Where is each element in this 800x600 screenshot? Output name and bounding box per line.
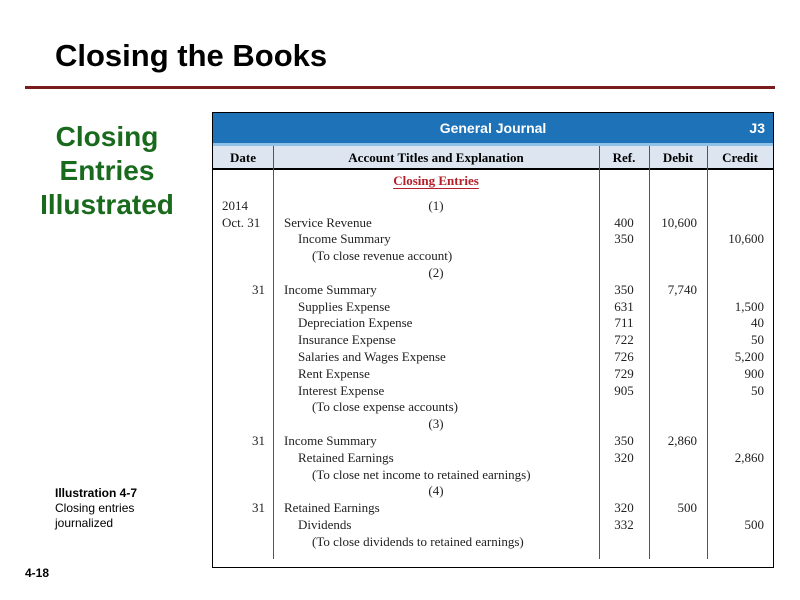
row-ref: 631 xyxy=(614,298,634,314)
row-ref: 726 xyxy=(614,348,634,364)
row-account: Retained Earnings xyxy=(284,500,380,516)
row-credit: 500 xyxy=(744,516,764,532)
caption-line: journalized xyxy=(55,516,114,530)
row-credit: 2,860 xyxy=(734,449,764,465)
row-account: Service Revenue xyxy=(284,214,372,230)
row-account: Supplies Expense xyxy=(298,298,391,314)
row-account: Depreciation Expense xyxy=(298,315,413,331)
journal-column-headers xyxy=(213,146,773,170)
row-account: (3) xyxy=(428,416,444,432)
row-account: (To close expense accounts) xyxy=(312,399,459,415)
journal-row xyxy=(213,467,773,484)
row-date: 2014 xyxy=(222,197,248,213)
row-account: Income Summary xyxy=(284,281,377,297)
journal-row xyxy=(213,399,773,416)
illustration-caption xyxy=(55,486,137,531)
row-credit: 900 xyxy=(744,365,764,381)
row-date: Oct. 31 xyxy=(222,214,261,230)
row-account: Retained Earnings xyxy=(298,449,394,465)
journal-row xyxy=(213,534,773,551)
side-heading-line: Illustrated xyxy=(40,189,174,220)
row-account: (To close net income to retained earnings) xyxy=(312,466,531,482)
row-account: (4) xyxy=(428,483,444,499)
row-account: Rent Expense xyxy=(298,365,370,381)
row-ref: 905 xyxy=(614,382,634,398)
row-ref: 320 xyxy=(614,500,634,516)
row-ref: 711 xyxy=(614,315,634,331)
journal-row xyxy=(213,265,773,282)
row-credit: 40 xyxy=(751,315,764,331)
row-credit: 50 xyxy=(751,382,764,398)
journal-title: General Journal xyxy=(439,120,547,136)
journal-row xyxy=(213,173,773,190)
journal-row xyxy=(213,231,773,248)
row-account: Interest Expense xyxy=(298,382,385,398)
row-account: Salaries and Wages Expense xyxy=(298,348,446,364)
row-ref: 400 xyxy=(614,214,634,230)
row-account: Insurance Expense xyxy=(298,332,396,348)
journal-row xyxy=(213,383,773,400)
row-account: (To close dividends to retained earnings) xyxy=(312,533,524,549)
journal-row xyxy=(213,366,773,383)
side-heading-line: Closing xyxy=(55,121,159,152)
row-credit: 1,500 xyxy=(734,298,764,314)
journal-row xyxy=(213,315,773,332)
row-ref: 350 xyxy=(614,231,634,247)
journal-entries xyxy=(213,173,773,551)
header-ref: Ref. xyxy=(612,150,636,165)
journal-title-bar xyxy=(213,113,773,146)
page-number: 4-18 xyxy=(25,566,50,580)
journal-row xyxy=(213,282,773,299)
row-debit: 7,740 xyxy=(667,281,697,297)
header-credit: Credit xyxy=(722,150,758,165)
row-date: 31 xyxy=(252,281,265,297)
row-ref: 722 xyxy=(614,332,634,348)
journal-row xyxy=(213,215,773,232)
caption-title: Illustration 4-7 xyxy=(55,486,138,500)
row-ref: 350 xyxy=(614,432,634,448)
title-divider xyxy=(25,86,775,89)
row-ref: 320 xyxy=(614,449,634,465)
journal-row xyxy=(213,198,773,215)
row-ref: 332 xyxy=(614,516,634,532)
journal-row xyxy=(213,349,773,366)
journal-page-number: J3 xyxy=(749,120,765,136)
journal-row xyxy=(213,299,773,316)
journal-row xyxy=(213,450,773,467)
row-date: 31 xyxy=(252,432,265,448)
row-credit: 5,200 xyxy=(734,348,764,364)
header-debit: Debit xyxy=(662,150,694,165)
general-journal xyxy=(212,112,774,568)
row-account: Closing Entries xyxy=(393,173,479,188)
row-account: (2) xyxy=(428,264,444,280)
row-account: (To close revenue account) xyxy=(312,248,453,264)
row-ref: 350 xyxy=(614,281,634,297)
journal-row xyxy=(213,248,773,265)
row-account: (1) xyxy=(428,197,444,213)
row-ref: 729 xyxy=(614,365,634,381)
row-date: 31 xyxy=(252,500,265,516)
row-debit: 2,860 xyxy=(667,432,697,448)
caption-line: Closing entries xyxy=(55,501,135,515)
side-heading xyxy=(22,120,192,222)
slide-title: Closing the Books xyxy=(55,38,328,73)
journal-row xyxy=(213,433,773,450)
row-account: Income Summary xyxy=(284,432,377,448)
side-heading-line: Entries xyxy=(59,155,155,186)
row-debit: 10,600 xyxy=(661,214,697,230)
journal-row xyxy=(213,483,773,500)
row-credit: 50 xyxy=(751,332,764,348)
row-account: Dividends xyxy=(298,516,352,532)
journal-row xyxy=(213,332,773,349)
journal-row xyxy=(213,416,773,433)
row-account: Income Summary xyxy=(298,231,391,247)
row-debit: 500 xyxy=(677,500,697,516)
journal-row xyxy=(213,517,773,534)
row-credit: 10,600 xyxy=(728,231,764,247)
header-account: Account Titles and Explanation xyxy=(348,150,524,165)
header-date: Date xyxy=(230,150,256,165)
journal-row xyxy=(213,500,773,517)
